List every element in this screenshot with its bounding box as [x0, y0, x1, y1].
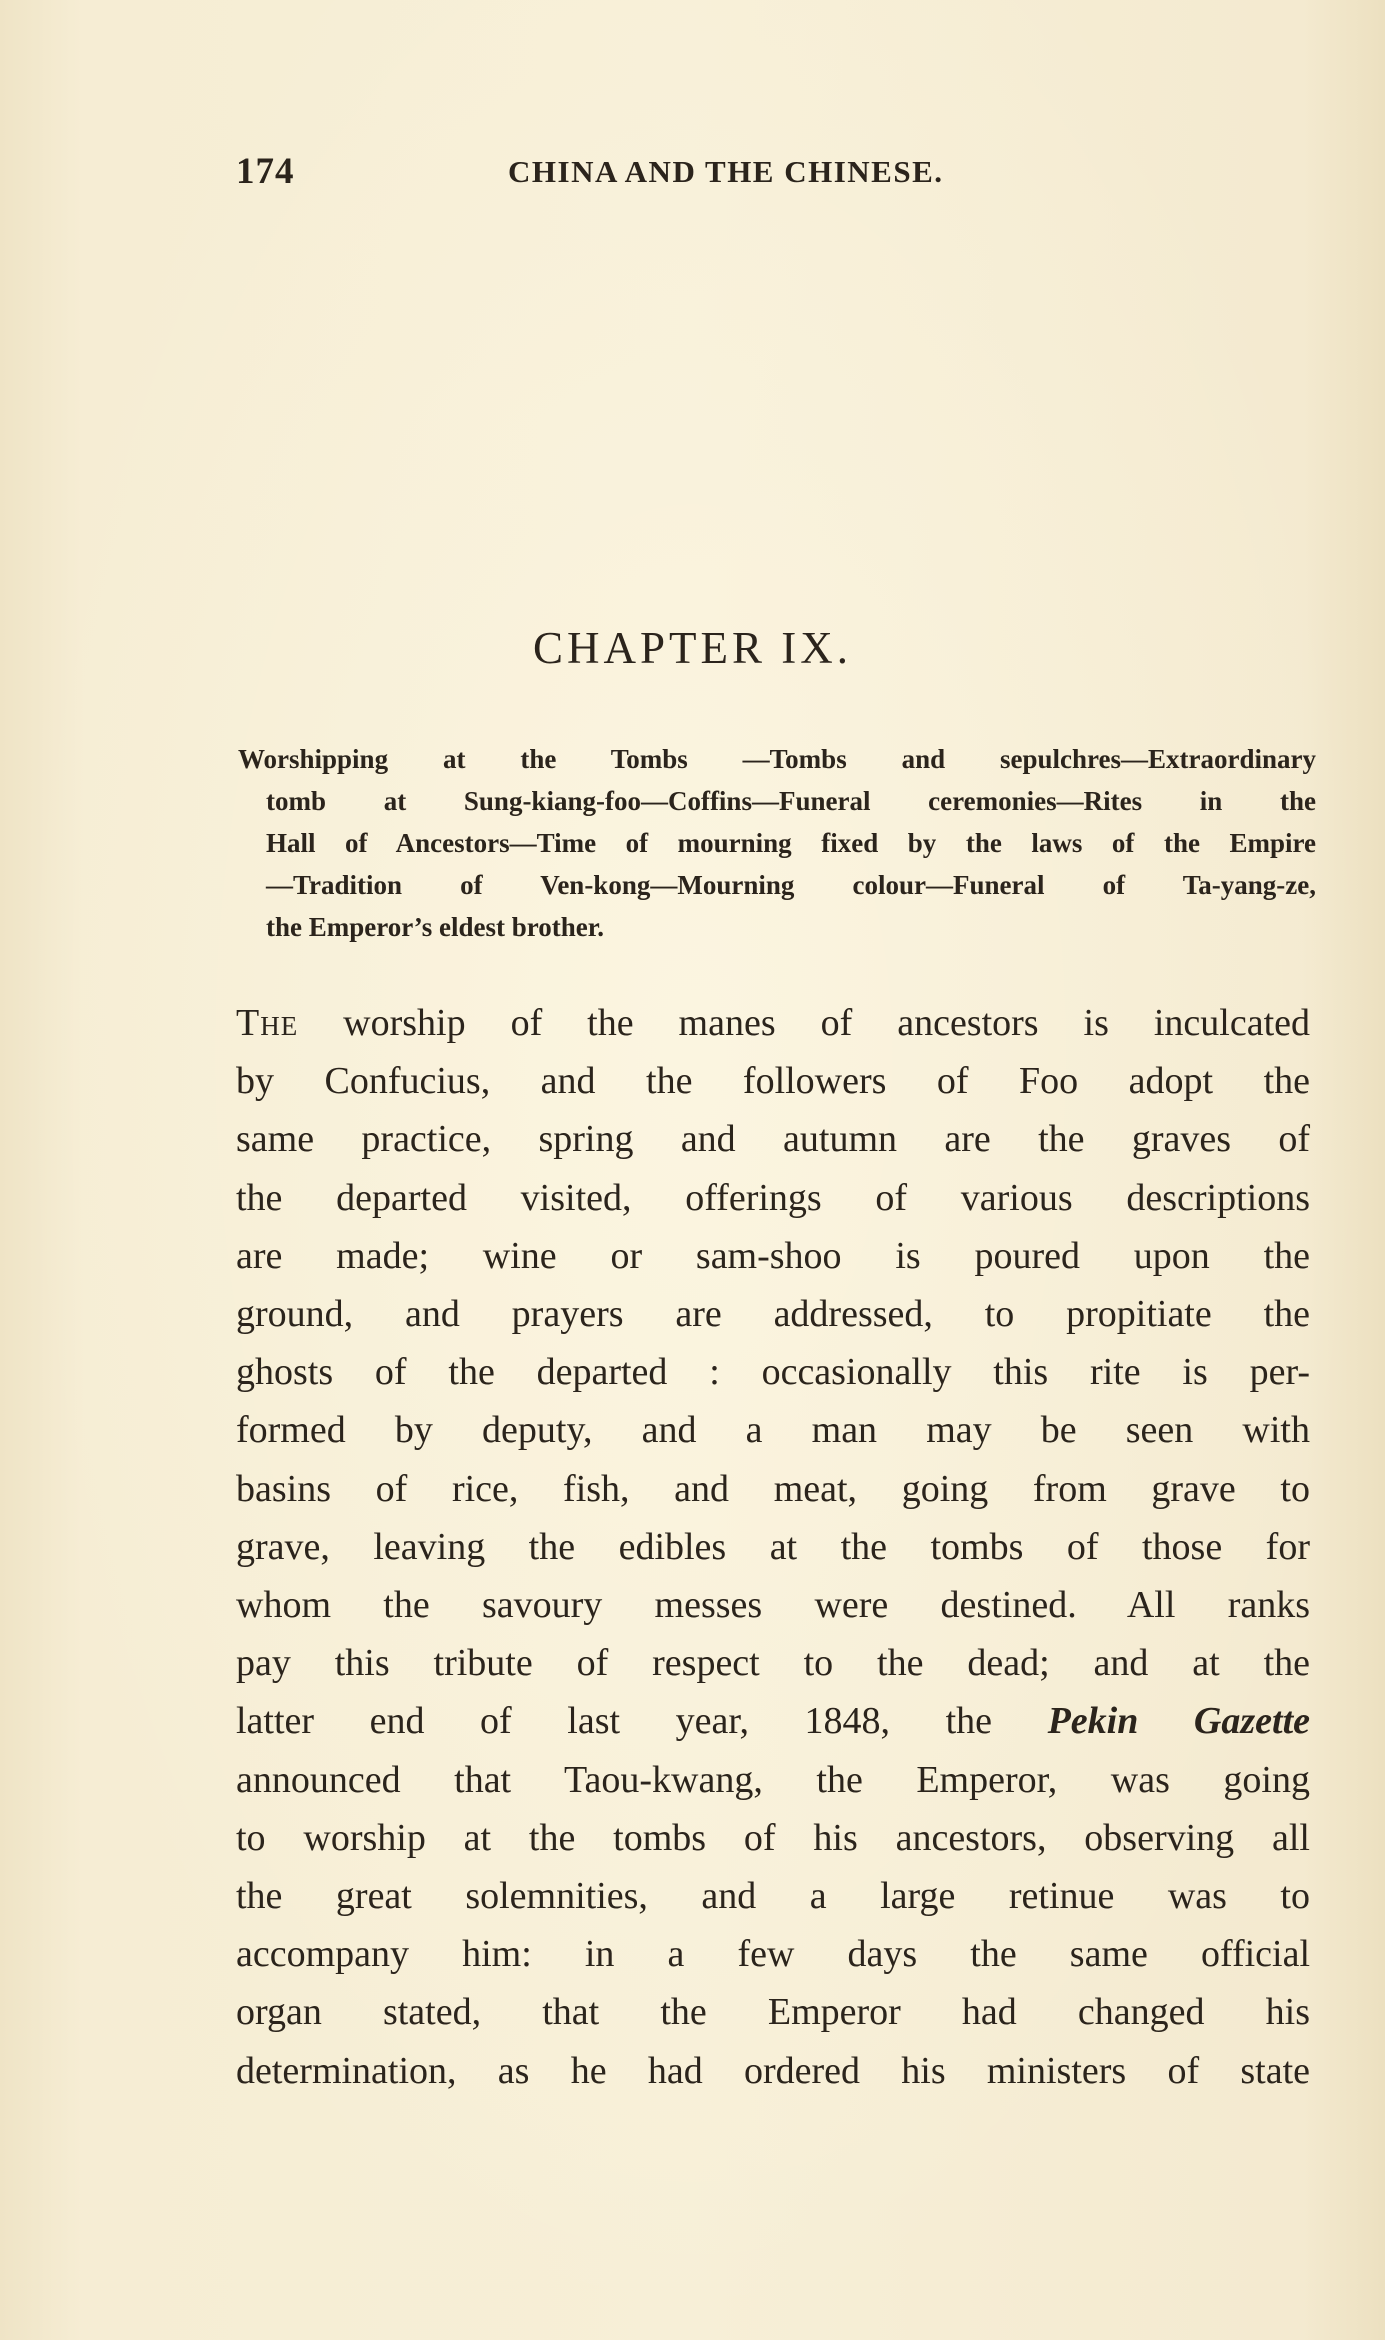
- summary-line: Worshipping at the Tombs —Tombs and sepulchres—Extraordinary: [238, 744, 1316, 774]
- body-line-text: worship of the manes of ancestors is inculcated: [298, 1002, 1310, 1044]
- body-line: determination, as he had ordered his ministers of state: [236, 2049, 1310, 2092]
- body-line-text: latter end of last year, 1848, the: [236, 1700, 1048, 1743]
- running-head: [236, 150, 1066, 200]
- newspaper-title: Pekin Gazette: [1047, 1700, 1310, 1743]
- summary-line: Hall of Ancestors—Time of mourning fixed by the laws of the Empire: [266, 828, 1316, 858]
- body-line: to worship at the tombs of his ancestors, observing all: [236, 1816, 1310, 1859]
- body-line: by Confucius, and the followers of Foo adopt the: [236, 1060, 1310, 1103]
- body-line: the great solemnities, and a large retinue was to: [236, 1875, 1310, 1918]
- body-line: [236, 994, 1310, 1052]
- body-line: whom the savoury messes were destined. All ranks: [236, 1584, 1310, 1627]
- running-title: CHINA AND THE CHINESE.: [508, 154, 944, 189]
- body-line: pay this tribute of respect to the dead; and at the: [236, 1642, 1310, 1685]
- body-line: organ stated, that the Emperor had changed his: [236, 1991, 1310, 2034]
- body-line: formed by deputy, and a man may be seen with: [236, 1409, 1310, 1452]
- body-paragraph: [236, 994, 1310, 2100]
- body-line: announced that Taou-kwang, the Emperor, was going: [236, 1758, 1310, 1801]
- body-line: [236, 1692, 1310, 1750]
- body-line: grave, leaving the edibles at the tombs of those for: [236, 1525, 1310, 1568]
- opening-word: The: [236, 1002, 299, 1044]
- summary-line: —Tradition of Ven-kong—Mourning colour—Funeral of Ta-yang-ze,: [266, 870, 1316, 900]
- body-line: the departed visited, offerings of various descriptions: [236, 1176, 1310, 1219]
- summary-line: tomb at Sung-kiang-foo—Coffins—Funeral ceremonies—Rites in the: [266, 786, 1316, 816]
- chapter-heading: CHAPTER IX.: [532, 623, 852, 673]
- body-line: basins of rice, fish, and meat, going from grave to: [236, 1467, 1310, 1510]
- page-number: 174: [236, 151, 295, 192]
- body-line: are made; wine or sam-shoo is poured upon the: [236, 1234, 1310, 1277]
- body-line: ground, and prayers are addressed, to propitiate the: [236, 1293, 1310, 1336]
- body-line: ghosts of the departed : occasionally this rite is per-: [236, 1351, 1310, 1394]
- body-line: same practice, spring and autumn are the graves of: [236, 1118, 1310, 1161]
- body-line: accompany him: in a few days the same official: [236, 1933, 1310, 1976]
- chapter-summary: [238, 738, 1316, 948]
- summary-line: the Emperor’s eldest brother.: [266, 912, 604, 942]
